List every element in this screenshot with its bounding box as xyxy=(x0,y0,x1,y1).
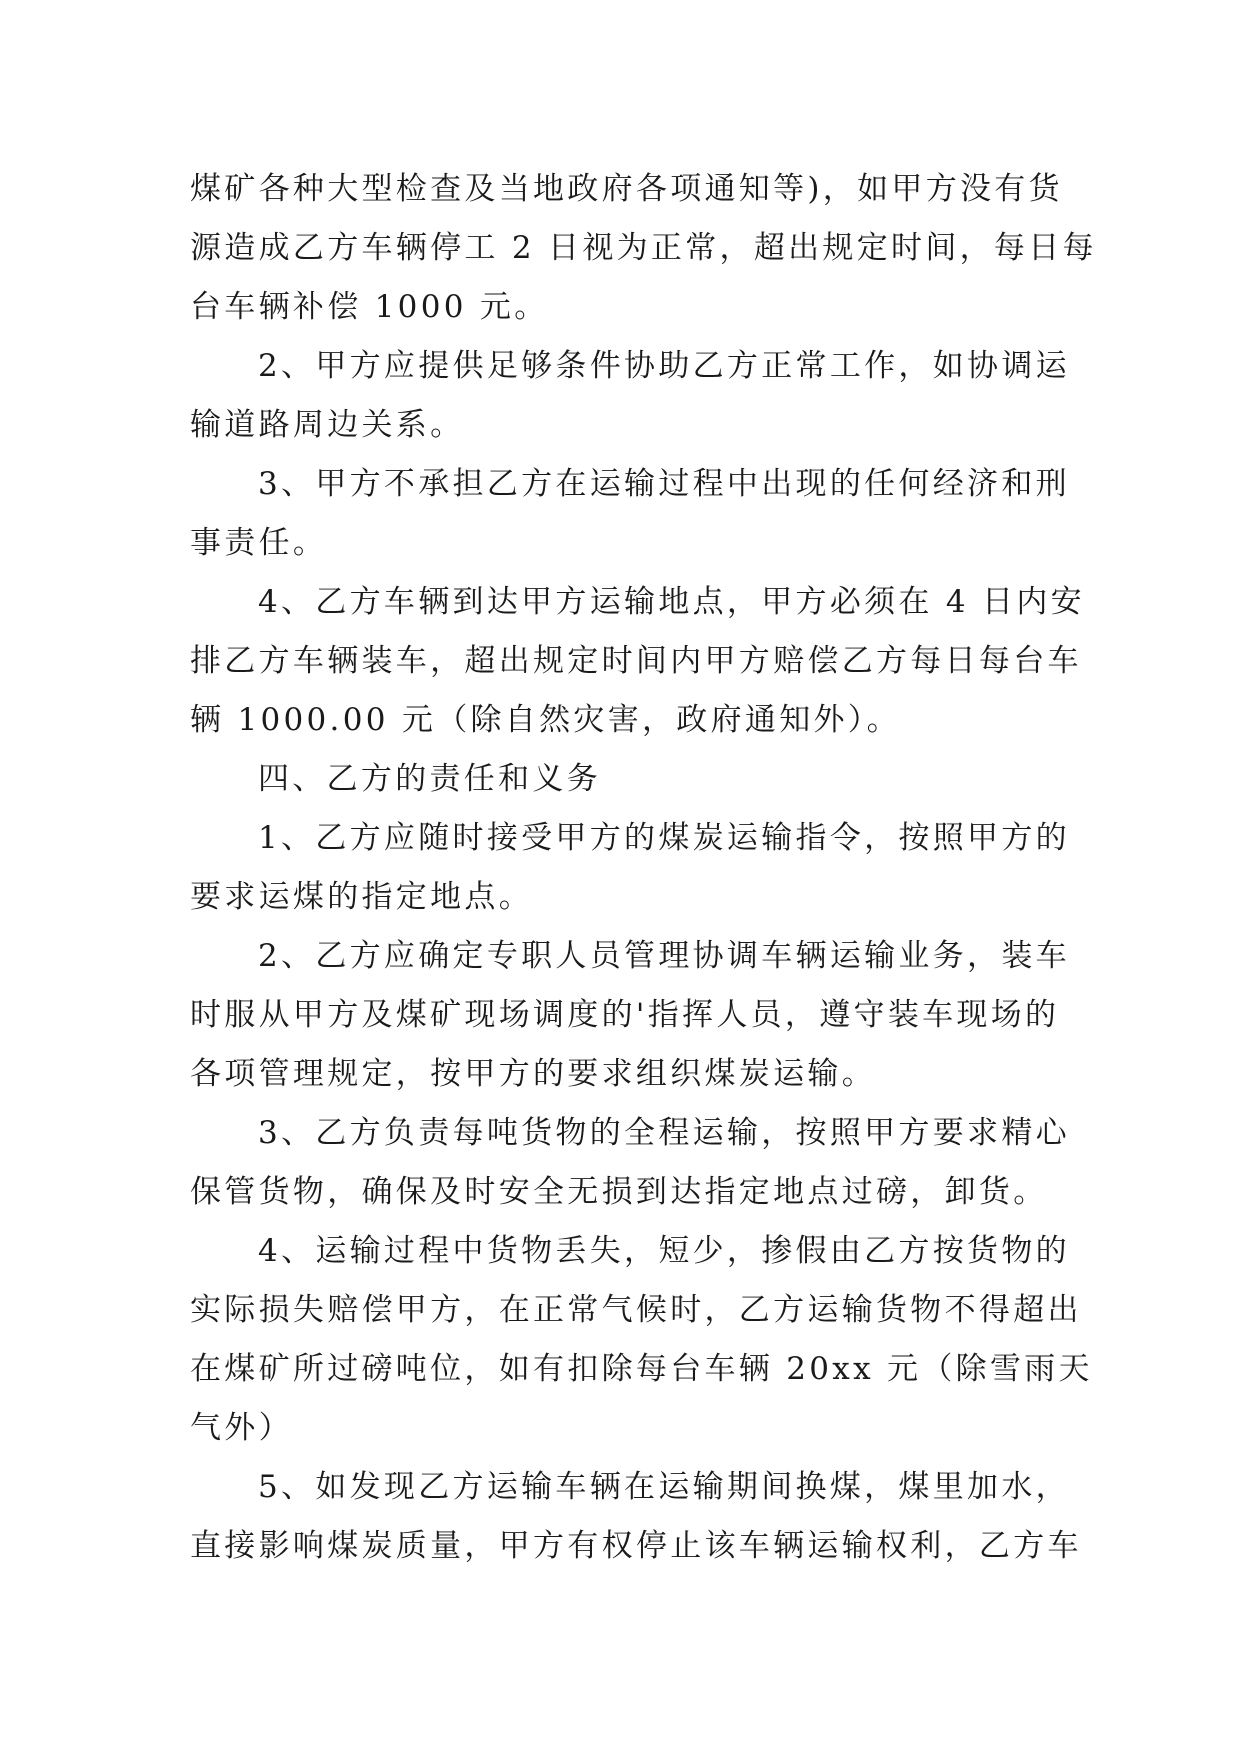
text-line: 各项管理规定，按甲方的要求组织煤炭运输。 xyxy=(190,1056,876,1092)
text-line: 气外） xyxy=(190,1410,293,1446)
text-line: 直接影响煤炭质量，甲方有权停止该车辆运输权利，乙方车 xyxy=(190,1528,1082,1564)
text-line: 要求运煤的指定地点。 xyxy=(190,879,533,915)
text-line: 4、运输过程中货物丢失，短少，掺假由乙方按货物的 xyxy=(258,1233,1070,1269)
document-body xyxy=(190,160,1097,1576)
text-line: 实际损失赔偿甲方，在正常气候时，乙方运输货物不得超出 xyxy=(190,1292,1082,1328)
text-line: 在煤矿所过磅吨位，如有扣除每台车辆 20xx 元（除雪雨天 xyxy=(190,1351,1093,1387)
text-line: 事责任。 xyxy=(190,525,328,561)
text-line: 辆 1000.00 元（除自然灾害，政府通知外）。 xyxy=(190,702,901,738)
text-line: 3、乙方负责每吨货物的全程运输，按照甲方要求精心 xyxy=(258,1115,1070,1151)
text-line: 保管货物，确保及时安全无损到达指定地点过磅，卸货。 xyxy=(190,1174,1048,1210)
text-line: 煤矿各种大型检查及当地政府各项通知等)，如甲方没有货 xyxy=(190,171,1063,207)
text-line: 1、乙方应随时接受甲方的煤炭运输指令，按照甲方的 xyxy=(258,820,1070,856)
text-line: 4、乙方车辆到达甲方运输地点，甲方必须在 4 日内安 xyxy=(258,584,1085,620)
text-line: 3、甲方不承担乙方在运输过程中出现的任何经济和刑 xyxy=(258,466,1070,502)
section-heading: 四、乙方的责任和义务 xyxy=(258,761,601,797)
text-line: 2、甲方应提供足够条件协助乙方正常工作，如协调运 xyxy=(258,348,1070,384)
text-line: 输道路周边关系。 xyxy=(190,407,465,443)
text-line: 排乙方车辆装车，超出规定时间内甲方赔偿乙方每日每台车 xyxy=(190,643,1082,679)
text-line: 源造成乙方车辆停工 2 日视为正常，超出规定时间，每日每 xyxy=(190,230,1097,266)
text-line: 5、如发现乙方运输车辆在运输期间换煤，煤里加水， xyxy=(258,1469,1070,1505)
text-line: 台车辆补偿 1000 元。 xyxy=(190,289,549,325)
text-line: 2、乙方应确定专职人员管理协调车辆运输业务，装车 xyxy=(258,938,1070,974)
text-line: 时服从甲方及煤矿现场调度的'指挥人员，遵守装车现场的 xyxy=(190,997,1060,1033)
